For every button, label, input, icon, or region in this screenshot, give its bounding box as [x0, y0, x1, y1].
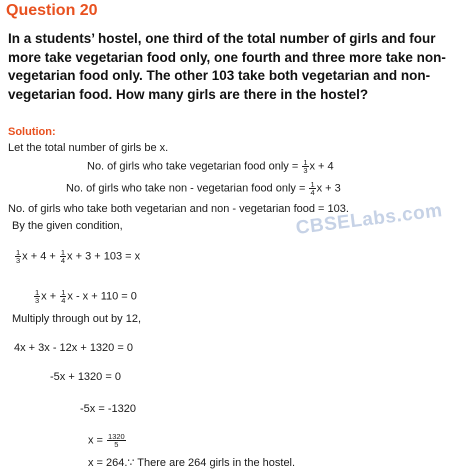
equation-5: -5x = -1320 — [80, 403, 136, 415]
condition-line: By the given condition, — [12, 220, 123, 232]
fraction — [15, 249, 21, 264]
fraction-denominator: 4 — [61, 296, 66, 305]
equation-6 — [88, 433, 127, 448]
fraction — [107, 433, 126, 448]
fraction-denominator: 4 — [60, 256, 66, 265]
fraction — [34, 289, 40, 304]
equation-1 — [14, 249, 140, 264]
fraction — [60, 249, 66, 264]
equation-4: -5x + 1320 = 0 — [50, 371, 121, 383]
fraction-denominator: 4 — [310, 188, 315, 197]
eq-text: x = — [88, 434, 103, 447]
fraction — [60, 289, 66, 304]
veg-equation — [87, 159, 334, 174]
veg-fraction — [302, 159, 308, 174]
eq-text: x - x + 110 = 0 — [67, 290, 137, 303]
eq-text: x + 4 + — [22, 250, 56, 263]
question-text: In a students’ hostel, one third of the total number of girls and four more take vegetarian food only, one fourth and three more take non-vegetarian food only. The other 103 take both vegetarian and non-vegetarian food. How many girls are there in the hostel? — [8, 31, 446, 102]
equation-3: 4x + 3x - 12x + 1320 = 0 — [14, 342, 133, 354]
fraction-numerator: 1 — [310, 180, 315, 189]
both-line: No. of girls who take both vegetarian and non - vegetarian food = 103. — [8, 203, 349, 215]
eq-text: x + 3 + 103 = x — [67, 250, 141, 263]
fraction-denominator: 3 — [303, 166, 308, 175]
fraction-numerator: 1320 — [108, 432, 125, 441]
fraction-numerator: 1 — [35, 288, 40, 297]
veg-rest: x + 4 — [309, 160, 334, 173]
fraction-numerator: 1 — [303, 158, 308, 167]
nonveg-rest: x + 3 — [316, 182, 341, 195]
fraction-numerator: 1 — [61, 288, 66, 297]
let-line: Let the total number of girls be x. — [8, 142, 169, 154]
fraction-denominator: 5 — [114, 440, 119, 449]
question-title: Question 20 — [6, 2, 98, 19]
fraction-numerator: 1 — [60, 248, 66, 257]
equation-2 — [33, 289, 137, 304]
nonveg-label: No. of girls who take non - vegetarian food only = — [66, 182, 306, 195]
final-answer: x = 264.∵ There are 264 girls in the hostel. — [88, 457, 296, 469]
eq-text: x + — [41, 290, 57, 303]
fraction-numerator: 1 — [16, 248, 21, 257]
solution-label: Solution: — [8, 126, 56, 138]
watermark-logo: CBSELabs.com — [294, 200, 444, 239]
veg-label: No. of girls who take vegetarian food only = — [87, 160, 299, 173]
multiply-line: Multiply through out by 12, — [12, 313, 142, 325]
fraction-denominator: 3 — [35, 296, 40, 305]
nonveg-equation — [66, 181, 341, 196]
fraction-denominator: 3 — [16, 256, 21, 265]
nonveg-fraction — [309, 181, 315, 196]
